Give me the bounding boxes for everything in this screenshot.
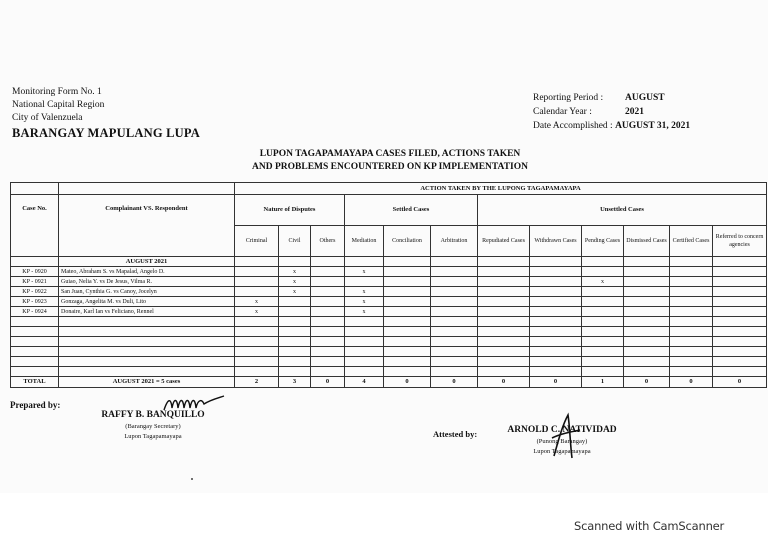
- camscanner-watermark: Scanned with CamScanner: [574, 519, 725, 533]
- empty-cell: [311, 357, 345, 367]
- header-left: [12, 86, 200, 140]
- empty-cell: [624, 317, 670, 327]
- preparer-office: Lupon Tagapamayapa: [124, 433, 182, 440]
- empty-cell: [311, 367, 345, 377]
- mark-cell: [431, 267, 478, 277]
- mark-cell: [384, 297, 431, 307]
- calendar-year-line: [533, 105, 690, 119]
- col-header-0: Criminal: [235, 226, 279, 257]
- mark-cell: [582, 267, 624, 277]
- table-row-empty: [11, 367, 767, 377]
- case-parties: Donaire, Karl Ian vs Feliciano, Rennel: [59, 307, 235, 317]
- table-row-empty: [11, 337, 767, 347]
- empty-cell: [311, 337, 345, 347]
- empty-cell: [11, 327, 59, 337]
- date-accomplished-label: Date Accomplished :: [533, 121, 613, 131]
- col-header-6: Repudiated Cases: [478, 226, 530, 257]
- mark-cell: x: [345, 267, 384, 277]
- mark-cell: [530, 297, 582, 307]
- attester-name: ARNOLD C. NATIVIDAD: [507, 425, 617, 435]
- empty-cell: [235, 337, 279, 347]
- corner-blank: [11, 183, 59, 195]
- empty-cell: [670, 337, 713, 347]
- total-value: 1: [582, 377, 624, 388]
- mark-cell: [624, 287, 670, 297]
- empty-cell: [11, 357, 59, 367]
- case-number: KP - 0922: [11, 287, 59, 297]
- mark-cell: [279, 307, 311, 317]
- empty-cell: [713, 337, 767, 347]
- mark-cell: [235, 277, 279, 287]
- mark-cell: x: [279, 277, 311, 287]
- title-line-1: LUPON TAGAPAMAYAPA CASES FILED, ACTIONS TAKEN: [259, 149, 521, 159]
- mark-cell: [624, 297, 670, 307]
- mark-cell: x: [345, 297, 384, 307]
- empty-cell: [345, 327, 384, 337]
- empty-cell: [670, 257, 713, 267]
- empty-cell: [345, 317, 384, 327]
- empty-cell: [713, 317, 767, 327]
- mark-cell: [582, 297, 624, 307]
- empty-cell: [345, 367, 384, 377]
- speck: [191, 478, 193, 480]
- table-row-empty: [11, 347, 767, 357]
- empty-cell: [59, 337, 235, 347]
- empty-cell: [59, 317, 235, 327]
- empty-cell: [478, 347, 530, 357]
- empty-cell: [235, 257, 279, 267]
- empty-cell: [582, 257, 624, 267]
- total-value: 0: [478, 377, 530, 388]
- case-parties: Mateo, Abraham S. vs Mapalad, Angelo D.: [59, 267, 235, 277]
- table-row: [11, 287, 767, 297]
- empty-cell: [530, 317, 582, 327]
- empty-cell: [530, 357, 582, 367]
- col-header-7: Withdrawn Cases: [530, 226, 582, 257]
- table-band-header: ACTION TAKEN BY THE LUPONG TAGAPAMAYAPA: [235, 183, 767, 195]
- preparer-position: (Barangay Secretary): [125, 423, 181, 430]
- col-header-8: Pending Cases: [582, 226, 624, 257]
- empty-cell: [670, 367, 713, 377]
- empty-cell: [582, 337, 624, 347]
- empty-cell: [431, 367, 478, 377]
- title-line-2: AND PROBLEMS ENCOUNTERED ON KP IMPLEMENTATION: [252, 162, 528, 172]
- mark-cell: [713, 277, 767, 287]
- table-row-empty: [11, 327, 767, 337]
- total-value: 2: [235, 377, 279, 388]
- empty-cell: [582, 357, 624, 367]
- empty-cell: [279, 347, 311, 357]
- empty-cell: [235, 347, 279, 357]
- empty-cell: [582, 367, 624, 377]
- mark-cell: [235, 267, 279, 277]
- mark-cell: [713, 297, 767, 307]
- empty-cell: [11, 257, 59, 267]
- empty-cell: [345, 357, 384, 367]
- empty-cell: [431, 347, 478, 357]
- mark-cell: [624, 267, 670, 277]
- group-header-nature: Nature of Disputes: [235, 195, 345, 226]
- empty-cell: [431, 257, 478, 267]
- empty-cell: [530, 257, 582, 267]
- empty-cell: [713, 347, 767, 357]
- mark-cell: [713, 307, 767, 317]
- region: National Capital Region: [12, 100, 105, 110]
- case-parties: Guiao, Nelia Y. vs De Jesus, Vilma R.: [59, 277, 235, 287]
- form-number: Monitoring Form No. 1: [12, 87, 102, 97]
- empty-cell: [384, 367, 431, 377]
- mark-cell: [384, 307, 431, 317]
- mark-cell: [384, 267, 431, 277]
- empty-cell: [311, 347, 345, 357]
- group-header-unsettled: Unsettled Cases: [478, 195, 767, 226]
- calendar-year-label: Calendar Year :: [533, 107, 592, 117]
- mark-cell: [670, 307, 713, 317]
- mark-cell: x: [279, 267, 311, 277]
- empty-cell: [279, 327, 311, 337]
- empty-cell: [279, 257, 311, 267]
- total-value: 0: [431, 377, 478, 388]
- reporting-period-value: AUGUST: [625, 93, 665, 103]
- empty-cell: [431, 357, 478, 367]
- mark-cell: [311, 287, 345, 297]
- empty-cell: [431, 317, 478, 327]
- col-header-complainant: Complainant VS. Respondent: [59, 195, 235, 257]
- attester-signature-block: [497, 425, 627, 457]
- mark-cell: x: [279, 287, 311, 297]
- mark-cell: x: [345, 287, 384, 297]
- total-value: 0: [530, 377, 582, 388]
- empty-cell: [624, 347, 670, 357]
- mark-cell: [713, 287, 767, 297]
- cases-table: [10, 182, 767, 388]
- city: City of Valenzuela: [12, 113, 83, 123]
- case-parties: San Juan, Cynthia G. vs Canoy, Jocelyn: [59, 287, 235, 297]
- mark-cell: [384, 287, 431, 297]
- empty-cell: [311, 317, 345, 327]
- col-header-11: Referred to concern agencies: [713, 226, 767, 257]
- case-parties: Gonzaga, Angelita M. vs Duli, Lito: [59, 297, 235, 307]
- empty-cell: [235, 327, 279, 337]
- preparer-name: RAFFY B. BANQUILLO: [101, 410, 205, 420]
- empty-cell: [384, 257, 431, 267]
- empty-cell: [670, 357, 713, 367]
- table-row-empty: [11, 317, 767, 327]
- empty-cell: [530, 347, 582, 357]
- mark-cell: [478, 267, 530, 277]
- mark-cell: [478, 277, 530, 287]
- empty-cell: [713, 367, 767, 377]
- mark-cell: [670, 277, 713, 287]
- empty-cell: [384, 327, 431, 337]
- header-right: [533, 91, 690, 133]
- empty-cell: [11, 317, 59, 327]
- mark-cell: [713, 267, 767, 277]
- empty-cell: [235, 357, 279, 367]
- mark-cell: x: [582, 277, 624, 287]
- mark-cell: [670, 267, 713, 277]
- mark-cell: [431, 297, 478, 307]
- empty-cell: [11, 367, 59, 377]
- mark-cell: [235, 287, 279, 297]
- empty-cell: [670, 327, 713, 337]
- mark-cell: [311, 267, 345, 277]
- empty-cell: [279, 367, 311, 377]
- reporting-period-label: Reporting Period :: [533, 93, 604, 103]
- mark-cell: [345, 277, 384, 287]
- empty-cell: [431, 327, 478, 337]
- empty-cell: [478, 367, 530, 377]
- col-header-5: Arbitration: [431, 226, 478, 257]
- empty-cell: [279, 357, 311, 367]
- empty-cell: [530, 327, 582, 337]
- document-title: [220, 148, 560, 174]
- reporting-period-line: [533, 91, 690, 105]
- empty-cell: [713, 257, 767, 267]
- empty-cell: [713, 357, 767, 367]
- table-row-empty: [11, 357, 767, 367]
- total-value: 0: [384, 377, 431, 388]
- mark-cell: x: [235, 297, 279, 307]
- month-label: AUGUST 2021: [59, 257, 235, 267]
- empty-cell: [670, 317, 713, 327]
- total-value: 0: [713, 377, 767, 388]
- empty-cell: [11, 337, 59, 347]
- mark-cell: [624, 277, 670, 287]
- empty-cell: [530, 337, 582, 347]
- empty-cell: [384, 357, 431, 367]
- empty-cell: [624, 367, 670, 377]
- mark-cell: [478, 287, 530, 297]
- total-value: 3: [279, 377, 311, 388]
- empty-cell: [624, 327, 670, 337]
- empty-cell: [478, 337, 530, 347]
- empty-cell: [279, 337, 311, 347]
- empty-cell: [582, 347, 624, 357]
- table-row: [11, 277, 767, 287]
- empty-cell: [384, 347, 431, 357]
- empty-cell: [59, 367, 235, 377]
- col-header-case-no: Case No.: [11, 195, 59, 257]
- empty-cell: [311, 257, 345, 267]
- mark-cell: [670, 297, 713, 307]
- mark-cell: [431, 307, 478, 317]
- empty-cell: [384, 317, 431, 327]
- empty-cell: [311, 327, 345, 337]
- empty-cell: [478, 257, 530, 267]
- empty-cell: [713, 327, 767, 337]
- calendar-year-value: 2021: [625, 107, 644, 117]
- mark-cell: x: [235, 307, 279, 317]
- empty-cell: [235, 367, 279, 377]
- corner-blank: [59, 183, 235, 195]
- col-header-1: Civil: [279, 226, 311, 257]
- mark-cell: [624, 307, 670, 317]
- empty-cell: [478, 327, 530, 337]
- case-number: KP - 0920: [11, 267, 59, 277]
- empty-cell: [624, 257, 670, 267]
- empty-cell: [279, 317, 311, 327]
- preparer-signature-block: [78, 410, 228, 442]
- mark-cell: [582, 307, 624, 317]
- col-header-2: Others: [311, 226, 345, 257]
- empty-cell: [345, 337, 384, 347]
- mark-cell: [670, 287, 713, 297]
- empty-cell: [624, 337, 670, 347]
- mark-cell: [478, 297, 530, 307]
- group-header-settled: Settled Cases: [345, 195, 478, 226]
- empty-cell: [624, 357, 670, 367]
- empty-cell: [11, 347, 59, 357]
- attested-by-label: Attested by:: [433, 429, 478, 439]
- mark-cell: [530, 287, 582, 297]
- attester-office: Lupon Tagapamayapa: [533, 448, 591, 455]
- col-header-4: Conciliation: [384, 226, 431, 257]
- mark-cell: [311, 297, 345, 307]
- totals-row: [11, 377, 767, 388]
- case-number: KP - 0924: [11, 307, 59, 317]
- empty-cell: [384, 337, 431, 347]
- empty-cell: [582, 317, 624, 327]
- barangay-name: BARANGAY MAPULANG LUPA: [12, 126, 200, 140]
- mark-cell: [530, 277, 582, 287]
- mark-cell: [478, 307, 530, 317]
- empty-cell: [431, 337, 478, 347]
- mark-cell: [311, 277, 345, 287]
- mark-cell: [311, 307, 345, 317]
- mark-cell: [279, 297, 311, 307]
- col-header-3: Mediation: [345, 226, 384, 257]
- case-number: KP - 0921: [11, 277, 59, 287]
- total-value: 0: [670, 377, 713, 388]
- empty-cell: [59, 327, 235, 337]
- total-description: AUGUST 2021 = 5 cases: [59, 377, 235, 388]
- date-accomplished-line: [533, 119, 690, 133]
- mark-cell: [530, 307, 582, 317]
- empty-cell: [345, 347, 384, 357]
- table-row: [11, 307, 767, 317]
- attester-position: (Punong Barangay): [536, 438, 588, 445]
- empty-cell: [59, 347, 235, 357]
- table-row: [11, 297, 767, 307]
- empty-cell: [582, 327, 624, 337]
- mark-cell: [582, 287, 624, 297]
- mark-cell: [530, 267, 582, 277]
- table-row: [11, 267, 767, 277]
- empty-cell: [530, 367, 582, 377]
- col-header-10: Certified Cases: [670, 226, 713, 257]
- empty-cell: [478, 317, 530, 327]
- total-value: 0: [311, 377, 345, 388]
- col-header-9: Dismissed Cases: [624, 226, 670, 257]
- case-number: KP - 0923: [11, 297, 59, 307]
- total-value: 4: [345, 377, 384, 388]
- empty-cell: [59, 357, 235, 367]
- month-row: [11, 257, 767, 267]
- total-label: TOTAL: [11, 377, 59, 388]
- mark-cell: x: [345, 307, 384, 317]
- mark-cell: [431, 287, 478, 297]
- prepared-by-label: Prepared by:: [10, 400, 61, 410]
- total-value: 0: [624, 377, 670, 388]
- empty-cell: [235, 317, 279, 327]
- date-accomplished-value: AUGUST 31, 2021: [615, 121, 691, 131]
- empty-cell: [478, 357, 530, 367]
- mark-cell: [384, 277, 431, 287]
- mark-cell: [431, 277, 478, 287]
- empty-cell: [670, 347, 713, 357]
- empty-cell: [345, 257, 384, 267]
